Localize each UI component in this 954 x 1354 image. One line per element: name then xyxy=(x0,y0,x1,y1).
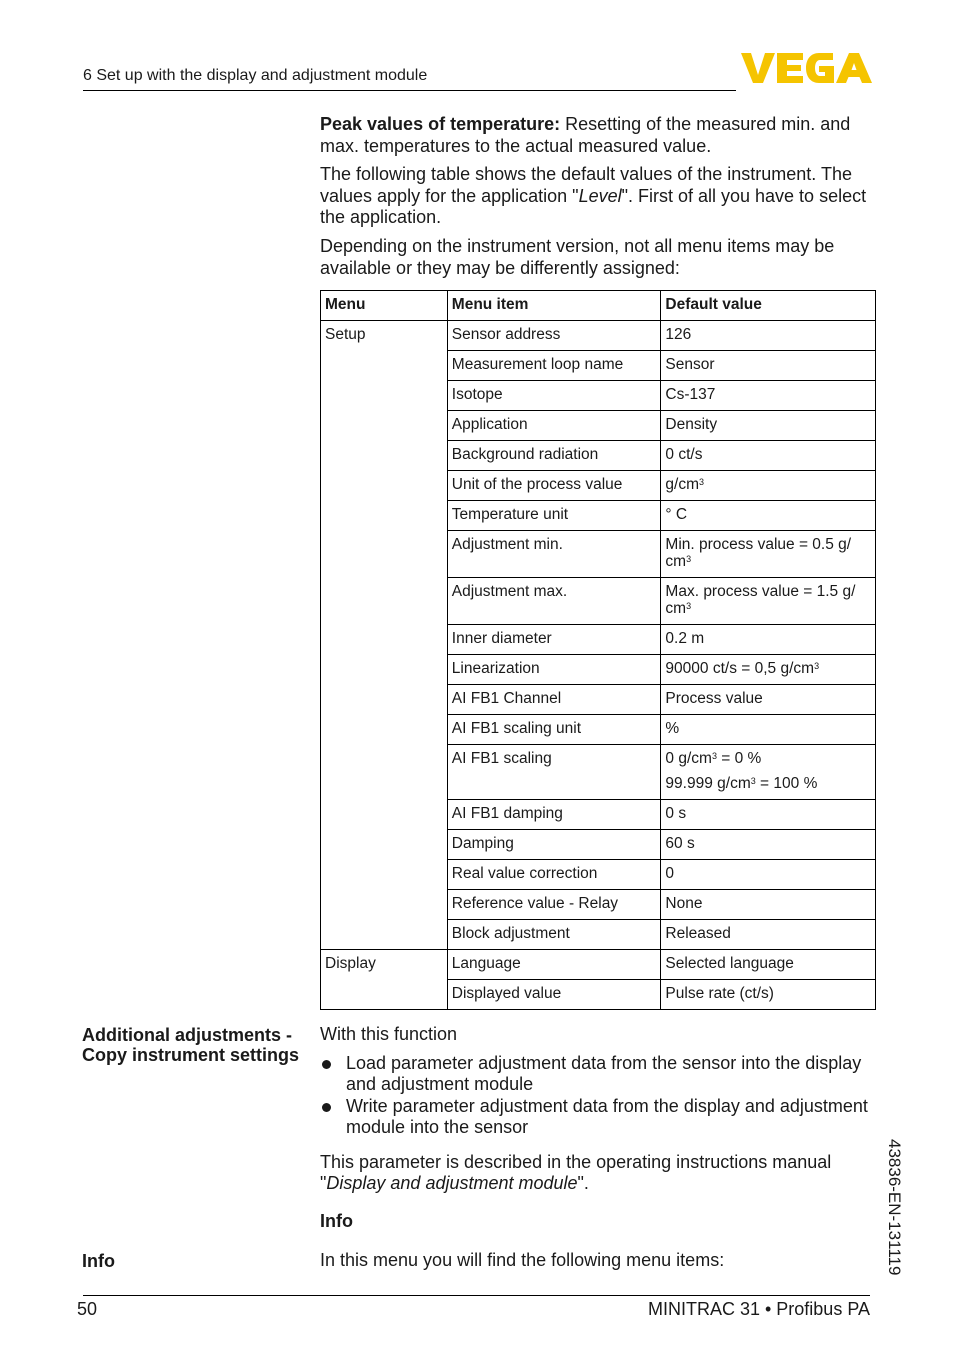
default-value-cell xyxy=(661,655,876,685)
table-header-row xyxy=(321,291,876,321)
menu-item-cell: Reference value - Relay xyxy=(447,890,661,920)
default-value-cell: Released xyxy=(661,920,876,950)
list-item: Write parameter adjustment data from the display and adjustment module into the sensor xyxy=(320,1096,875,1139)
value-text: = 100 % xyxy=(755,775,818,792)
menu-item-cell: Damping xyxy=(447,830,661,860)
document-number: 43836-EN-131119 xyxy=(885,1139,904,1276)
intro-application-name: Level xyxy=(578,185,622,206)
menu-item-cell: AI FB1 Channel xyxy=(447,685,661,715)
value-text: Max. process value = 1.5 g/ xyxy=(665,583,856,600)
peak-values-label: Peak values of temperature: xyxy=(320,114,561,134)
menu-item-cell: Unit of the process value xyxy=(447,471,661,501)
header-divider xyxy=(83,90,736,91)
copy-settings-side-label xyxy=(82,1025,299,1065)
default-value-cell: 126 xyxy=(661,321,876,351)
superscript: 3 xyxy=(686,554,692,564)
default-value-cell: Density xyxy=(661,411,876,441)
default-value-cell: Pulse rate (ct/s) xyxy=(661,980,876,1010)
value-text: 0 g/cm xyxy=(665,750,712,767)
default-value-cell: 0 ct/s xyxy=(661,441,876,471)
menu-item-cell: Measurement loop name xyxy=(447,351,661,381)
menu-item-cell: Application xyxy=(447,411,661,441)
superscript: 3 xyxy=(699,477,705,487)
value-text: 99.999 g/cm xyxy=(665,775,751,792)
superscript: 3 xyxy=(814,661,820,671)
menu-item-cell: Sensor address xyxy=(447,321,661,351)
default-value-cell: ° C xyxy=(661,501,876,531)
page-number: 50 xyxy=(77,1299,98,1319)
column-header-menu-item: Menu item xyxy=(447,291,661,321)
product-name: MINITRAC 31 • Profibus PA xyxy=(647,1299,870,1319)
default-value-cell: Cs-137 xyxy=(661,381,876,411)
default-value-cell: 0 s xyxy=(661,800,876,830)
default-value-cell: 0 xyxy=(661,860,876,890)
value-text: cm xyxy=(665,600,687,617)
desc-text-a: This parameter is described in the operating instructions manual " xyxy=(320,1151,832,1193)
vega-logo xyxy=(741,51,873,90)
intro-paragraph-1 xyxy=(320,164,875,229)
default-value-cell xyxy=(661,531,876,578)
superscript: 3 xyxy=(686,601,692,611)
copy-settings-section xyxy=(320,1024,875,1232)
info-heading: Info xyxy=(320,1210,353,1231)
menu-item-cell: Adjustment max. xyxy=(447,578,661,625)
menu-item-cell: Background radiation xyxy=(447,441,661,471)
default-value-cell: 0.2 m xyxy=(661,625,876,655)
menu-cell-display: Display xyxy=(321,950,448,1010)
menu-item-cell: Real value correction xyxy=(447,860,661,890)
default-value-cell xyxy=(661,471,876,501)
side-label-line: Copy instrument settings xyxy=(82,1045,300,1065)
menu-item-cell: Displayed value xyxy=(447,980,661,1010)
menu-item-cell: Isotope xyxy=(447,381,661,411)
intro-text-a: The following table shows the default values of the instrument. The values apply for the application " xyxy=(320,164,852,206)
menu-item-cell: Linearization xyxy=(447,655,661,685)
superscript: 3 xyxy=(711,751,717,761)
menu-cell-setup: Setup xyxy=(321,321,448,950)
peak-values-paragraph xyxy=(320,114,875,157)
value-text: = 0 % xyxy=(716,750,762,767)
info-text: In this menu you will find the following menu items: xyxy=(320,1250,725,1270)
copy-settings-bullet-list xyxy=(320,1053,875,1139)
default-value-cell xyxy=(661,745,876,800)
menu-item-cell: AI FB1 scaling unit xyxy=(447,715,661,745)
footer-divider xyxy=(83,1295,870,1296)
menu-item-cell: Language xyxy=(447,950,661,980)
value-text: 90000 ct/s = 0,5 g/cm xyxy=(665,660,815,677)
info-paragraph xyxy=(320,1250,875,1272)
table-row xyxy=(321,950,876,980)
copy-settings-lead: With this function xyxy=(320,1024,458,1044)
side-label-line: Additional adjustments - xyxy=(82,1025,293,1045)
menu-item-cell: Temperature unit xyxy=(447,501,661,531)
intro-text-b: ". First of all you have to select the application. xyxy=(320,185,867,227)
default-value-cell: % xyxy=(661,715,876,745)
peak-values-text: Resetting of the measured min. and max. temperatures to the actual measured value. xyxy=(320,114,851,156)
menu-item-cell: Adjustment min. xyxy=(447,531,661,578)
default-values-table xyxy=(320,290,876,1010)
list-item: Load parameter adjustment data from the sensor into the display and adjustment module xyxy=(320,1053,875,1096)
default-value-cell xyxy=(661,578,876,625)
value-text: Min. process value = 0.5 g/ xyxy=(665,536,852,553)
column-header-default-value: Default value xyxy=(661,291,876,321)
menu-item-cell: AI FB1 scaling xyxy=(447,745,661,800)
intro-paragraph-2 xyxy=(320,236,875,279)
info-side-label: Info xyxy=(82,1251,115,1271)
menu-item-cell: Inner diameter xyxy=(447,625,661,655)
manual-title: Display and adjustment module xyxy=(326,1173,578,1193)
menu-item-cell: Block adjustment xyxy=(447,920,661,950)
default-value-cell: Process value xyxy=(661,685,876,715)
desc-text-b: ". xyxy=(577,1173,589,1193)
table-row xyxy=(321,321,876,351)
value-text: cm xyxy=(665,553,687,570)
running-header: 6 Set up with the display and adjustment module xyxy=(83,67,428,84)
superscript: 3 xyxy=(750,776,756,786)
default-value-cell: Selected language xyxy=(661,950,876,980)
default-value-cell: 60 s xyxy=(661,830,876,860)
value-text: g/cm xyxy=(665,476,700,493)
column-header-menu: Menu xyxy=(321,291,448,321)
default-value-cell: None xyxy=(661,890,876,920)
default-value-cell: Sensor xyxy=(661,351,876,381)
menu-item-cell: AI FB1 damping xyxy=(447,800,661,830)
intro-text-2: Depending on the instrument version, not all menu items may be available or they may be differently assigned: xyxy=(320,236,835,278)
